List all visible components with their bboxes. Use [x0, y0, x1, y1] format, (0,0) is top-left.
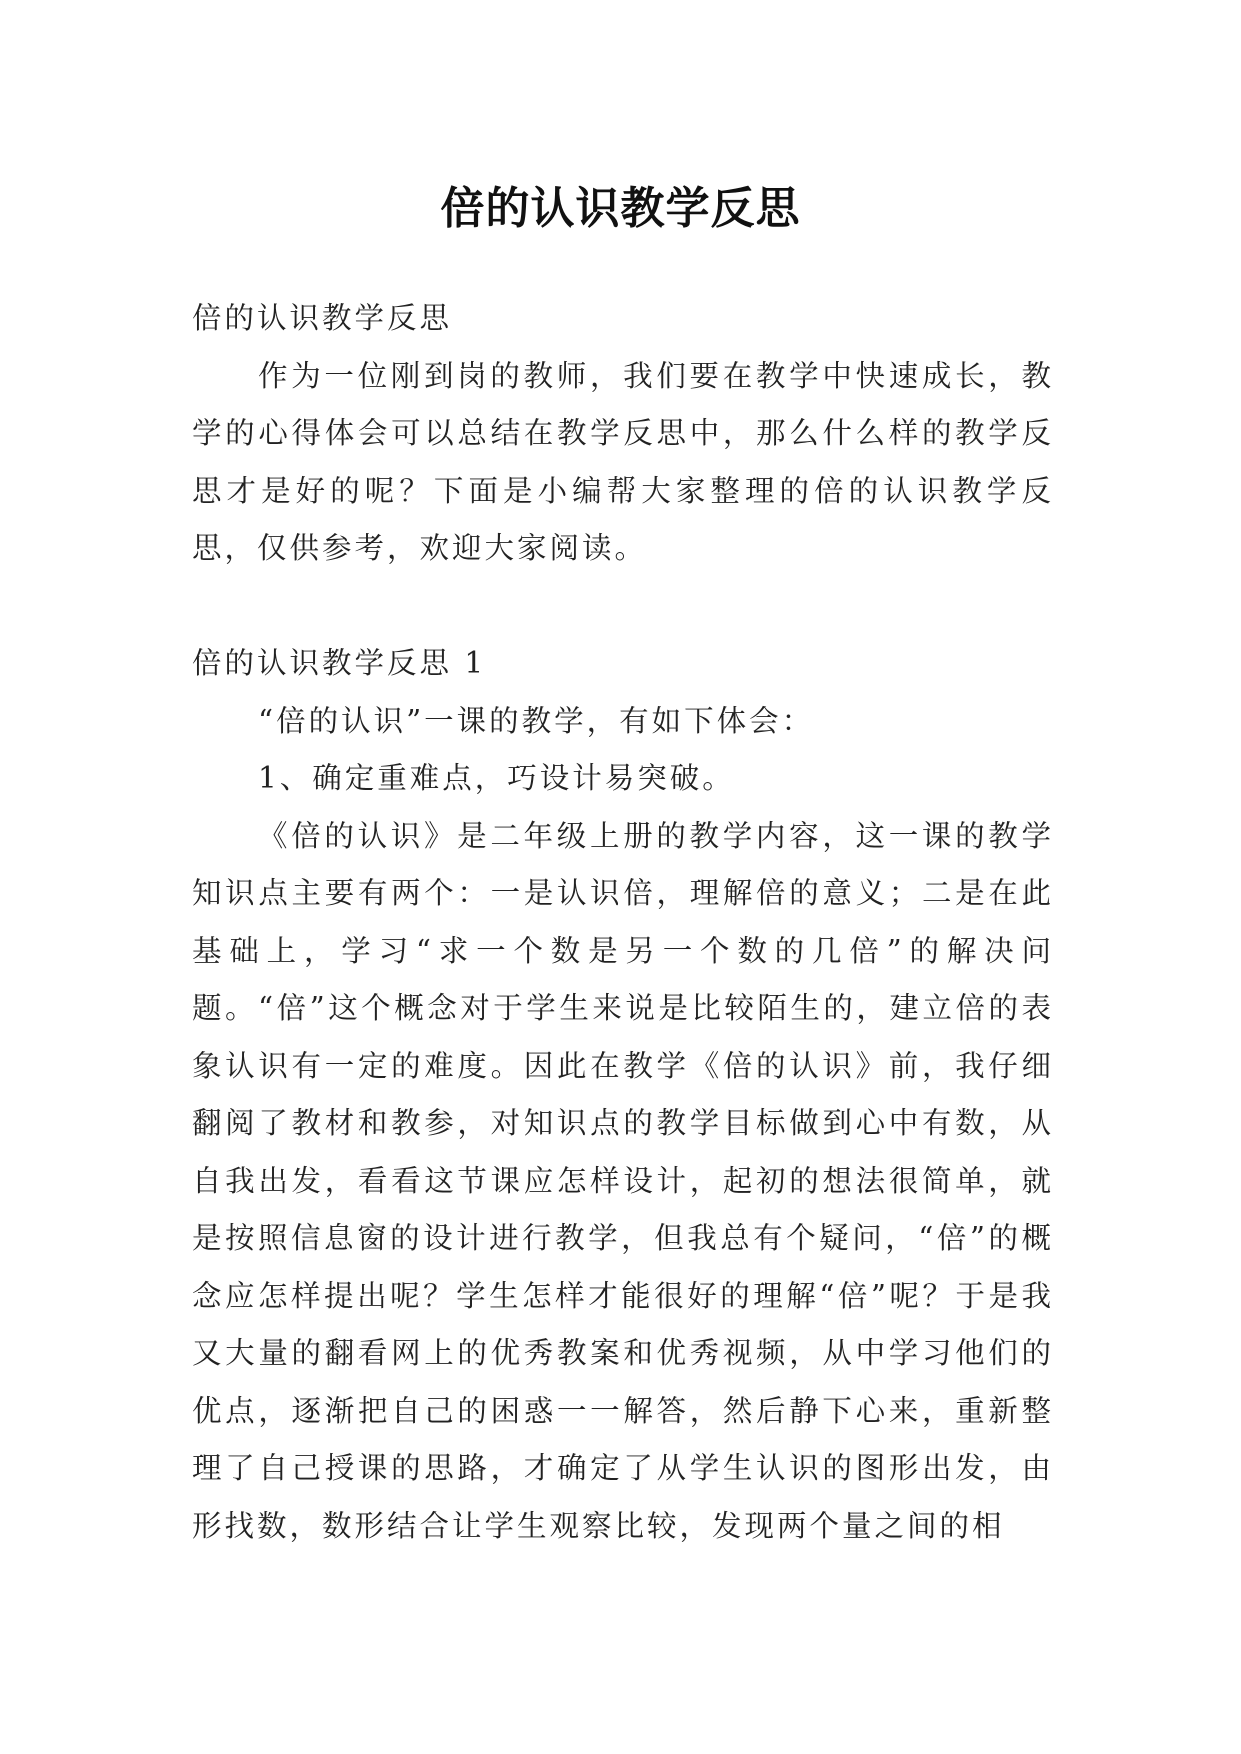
- document-title: 倍的认识教学反思: [440, 183, 801, 235]
- section-spacer: [192, 578, 1054, 636]
- section-heading: 倍的认识教学反思 1: [192, 646, 487, 680]
- document-body: [192, 290, 1054, 1555]
- point-heading: 1、确定重难点，巧设计易突破。: [258, 761, 735, 795]
- subheading: 倍的认识教学反思: [192, 301, 453, 335]
- intro-paragraph: 作为一位刚到岗的教师，我们要在教学中快速成长，教学的心得体会可以总结在教学反思中，那么什么样的教学反思才是好的呢？下面是小编帮大家整理的倍的认识教学反思，仅供参考，欢迎大家阅读。: [192, 358, 1054, 565]
- body-paragraph: 《倍的认识》是二年级上册的教学内容，这一课的教学知识点主要有两个：一是认识倍，理解倍的意义；二是在此基础上，学习“求一个数是另一个数的几倍”的解决问题。“倍”这个概念对于学生来说是比较陌生的，建立倍的表象认识有一定的难度。因此在教学《倍的认识》前，我仔细翻阅了教材和教参，对知识点的教学目标做到心中有数，从自我出发，看看这节课应怎样设计，起初的想法很简单，就是按照信息窗的设计进行教学，但我总有个疑问，“倍”的概念应怎样提出呢？学生怎样才能很好的理解“倍”呢？于是我又大量的翻看网上的优秀教案和优秀视频，从中学习他们的优点，逐渐把自己的困惑一一解答，然后静下心来，重新整理了自己授课的思路，才确定了从学生认识的图形出发，由形找数，数形结合让学生观察比较，发现两个量之间的相: [192, 818, 1054, 1543]
- section-lead: “倍的认识”一课的教学，有如下体会：: [258, 703, 815, 738]
